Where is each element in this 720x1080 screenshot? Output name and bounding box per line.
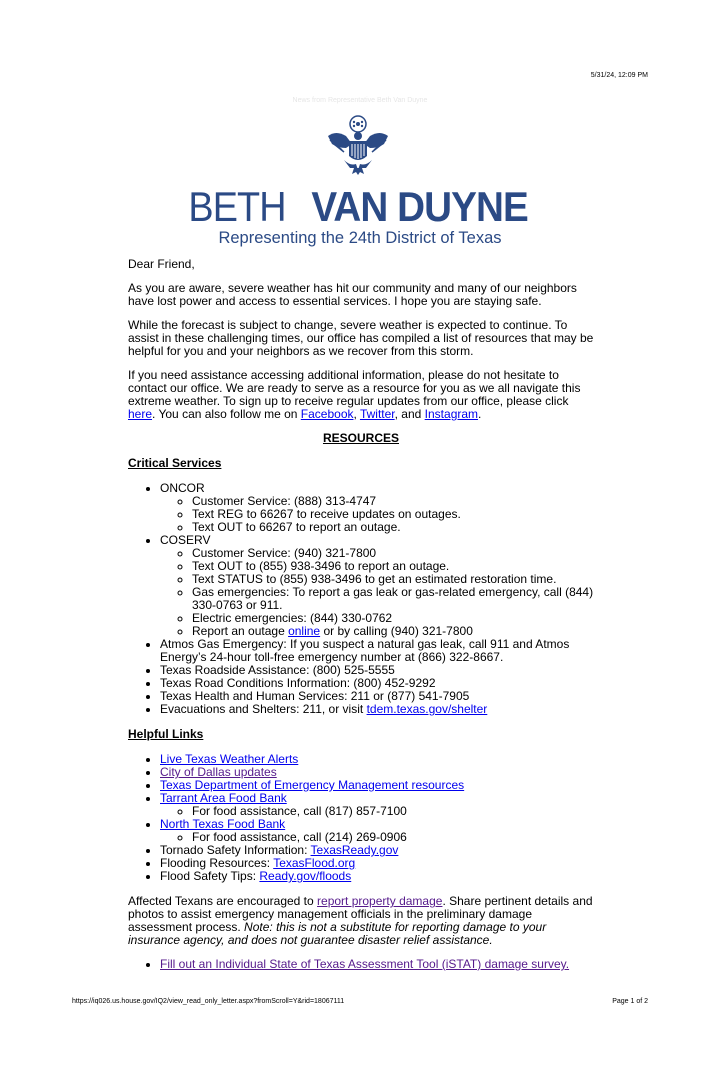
list-item: ◦ For food assistance, call (817) 857-7100 xyxy=(192,805,594,818)
dallas-updates-link[interactable]: City of Dallas updates xyxy=(160,765,277,779)
print-footer-url: https://iq026.us.house.gov/IQ2/view_read_only_letter.aspx?fromScroll=Y&rid=18067111 xyxy=(72,998,345,1005)
district-subtitle: Representing the 24th District of Texas xyxy=(218,229,502,247)
critical-services-list xyxy=(128,482,594,716)
representative-name xyxy=(0,183,720,230)
texasflood-link[interactable]: TexasFlood.org xyxy=(273,856,356,870)
list-item xyxy=(160,534,594,638)
list-item: ◦ Text STATUS to (855) 938-3496 to get an estimated restoration time. xyxy=(192,573,594,586)
oncor-label: ONCOR xyxy=(160,481,205,495)
texasready-link[interactable]: TexasReady.gov xyxy=(310,843,399,857)
critical-services-heading: Critical Services xyxy=(128,456,222,470)
coserv-sublist xyxy=(160,547,594,638)
print-date: 5/31/24, 12:09 PM xyxy=(590,72,648,79)
istat-survey-link[interactable]: Fill out an Individual State of Texas Assessment Tool (iSTAT) damage survey. xyxy=(160,957,570,971)
preheader-text: News from Representative Beth Van Duyne xyxy=(292,97,428,104)
paragraph-2: While the forecast is subject to change, severe weather is expected to continue. To assist in these challenging times, our office has compiled a list of resources that may be helpful for you and your neighbors as we recover from this storm. xyxy=(128,318,594,358)
first-name: BETH xyxy=(188,183,286,230)
helpful-links-list xyxy=(128,753,594,883)
list-item xyxy=(160,958,594,971)
tdem-resources-link[interactable]: Texas Department of Emergency Management resources xyxy=(160,778,465,792)
evac-text: Evacuations and Shelters: 211, or visit xyxy=(160,702,367,716)
closing-text-b: . Share pertinent details and photos to assist emergency management officials in the preliminary damage assessment process. xyxy=(128,894,593,934)
report-property-damage-link[interactable]: report property damage xyxy=(317,894,443,908)
report-outage-phone: or by calling (940) 321-7800 xyxy=(320,624,473,638)
list-item: ◦ Gas emergencies: To report a gas leak or gas-related emergency, call (844) 330-0763 or 911. xyxy=(192,586,594,612)
signup-here-link[interactable]: here xyxy=(128,407,153,421)
flood-safety-text: Flood Safety Tips: xyxy=(160,869,260,883)
list-item: ◦ Customer Service: (940) 321-7800 xyxy=(192,547,594,560)
oncor-sublist xyxy=(160,495,594,534)
facebook-link[interactable]: Facebook xyxy=(300,407,354,421)
closing-note: Note: this is not a substitute for reporting damage to your insurance agency, and does not guarantee disaster relief assistance. xyxy=(128,920,547,947)
letter-body xyxy=(128,258,594,983)
list-item xyxy=(160,818,594,844)
closing-paragraph xyxy=(128,895,594,947)
p3-text-c: , xyxy=(353,407,360,421)
weather-alerts-link[interactable]: Live Texas Weather Alerts xyxy=(160,752,299,766)
paragraph-3 xyxy=(128,369,594,421)
header-banner xyxy=(0,183,720,248)
report-outage-text: Report an outage xyxy=(192,624,289,638)
report-outage-online-link[interactable]: online xyxy=(288,624,321,638)
list-item: ◦ Text OUT to (855) 938-3496 to report an outage. xyxy=(192,560,594,573)
greeting: Dear Friend, xyxy=(128,257,195,271)
list-item xyxy=(160,482,594,534)
list-item xyxy=(160,870,594,883)
tarrant-food-bank-link[interactable]: Tarrant Area Food Bank xyxy=(160,791,287,805)
list-item: ◦ For food assistance, call (214) 269-0906 xyxy=(192,831,594,844)
p3-text-b: . You can also follow me on xyxy=(152,407,301,421)
paragraph-1: As you are aware, severe weather has hit our community and many of our neighbors have lost power and access to essential services. I hope you are staying safe. xyxy=(128,281,577,308)
list-item: • Texas Roadside Assistance: (800) 525-5555 xyxy=(160,664,594,677)
list-item: ◦ Text REG to 66267 to receive updates on outages. xyxy=(192,508,594,521)
twitter-link[interactable]: Twitter xyxy=(359,407,395,421)
list-item: ◦ Text OUT to 66267 to report an outage. xyxy=(192,521,594,534)
ready-gov-floods-link[interactable]: Ready.gov/floods xyxy=(259,869,352,883)
list-item: ◦ Electric emergencies: (844) 330-0762 xyxy=(192,612,594,625)
tornado-text: Tornado Safety Information: xyxy=(160,843,311,857)
p3-text-d: , and xyxy=(394,407,425,421)
list-item: • Atmos Gas Emergency: If you suspect a natural gas leak, call 911 and Atmos Energy’s 24-hour toll-free emergency number at (866) 322-8667. xyxy=(160,638,594,664)
p3-text-e: . xyxy=(478,407,482,421)
last-name: VAN DUYNE xyxy=(311,183,528,230)
print-page-number: Page 1 of 2 xyxy=(612,998,648,1005)
instagram-link[interactable]: Instagram xyxy=(424,407,479,421)
list-item xyxy=(160,703,594,716)
list-item xyxy=(160,792,594,818)
tdem-shelter-link[interactable]: tdem.texas.gov/shelter xyxy=(366,702,488,716)
list-item: • Texas Health and Human Services: 211 or (877) 541-7905 xyxy=(160,690,594,703)
list-item: • Texas Road Conditions Information: (800) 452-9292 xyxy=(160,677,594,690)
istat-list xyxy=(128,958,594,971)
flooding-text: Flooding Resources: xyxy=(160,856,274,870)
eagle-seal-logo xyxy=(326,114,390,176)
coserv-label: COSERV xyxy=(160,533,211,547)
resources-heading: RESOURCES xyxy=(322,431,399,445)
helpful-links-heading: Helpful Links xyxy=(128,727,204,741)
p3-text-a: If you need assistance accessing additional information, please do not hesitate to contact our office. We are ready to serve as a resource for you as we all navigate this extreme weather. To sign up to receive regular updates from our office, please click xyxy=(128,368,581,408)
list-item: ◦ Customer Service: (888) 313-4747 xyxy=(192,495,594,508)
north-texas-food-bank-link[interactable]: North Texas Food Bank xyxy=(160,817,286,831)
closing-text-a: Affected Texans are encouraged to xyxy=(128,894,318,908)
